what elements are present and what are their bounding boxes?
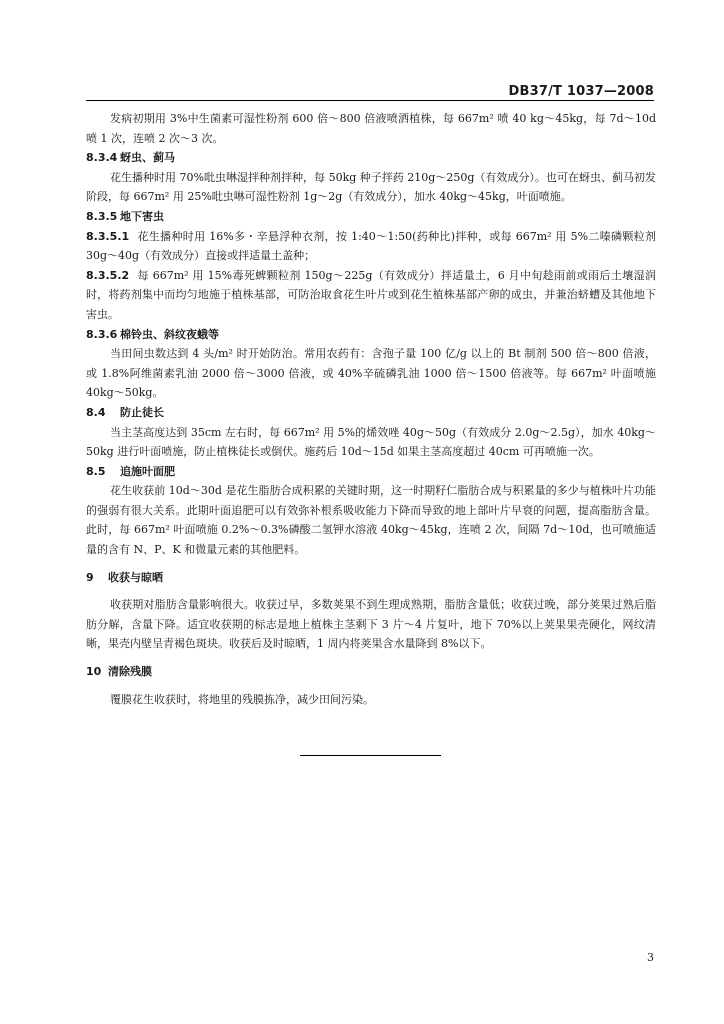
heading-8-4 <box>86 403 656 423</box>
heading-8-3-5 <box>86 207 656 227</box>
standard-code: DB37/T 1037—2008 <box>508 84 654 99</box>
heading-number: 8.4 <box>86 405 106 419</box>
heading-number: 8.3.5 <box>86 209 118 223</box>
heading-number: 8.3.6 <box>86 327 118 341</box>
heading-title: 地下害虫 <box>120 209 164 223</box>
heading-number: 10 <box>86 665 102 679</box>
heading-8-3-4 <box>86 148 656 168</box>
clause-number: 8.3.5.1 <box>86 229 130 243</box>
clause-text: 每 667m² 用 15%毒死蜱颗粒剂 150g～225g（有效成分）拌适量土，6 月中旬趁雨前或雨后土壤湿润时，将药剂集中而均匀地施于植株基部，可防治取食花生叶片或到花生植株基部产卵的成虫，并兼治蛴螬及其他地下害虫。 <box>86 268 656 321</box>
paragraph-8-4: 当主茎高度达到 35cm 左右时，每 667m² 用 5%的烯效唑 40g～50g（有效成分 2.0g～2.5g），加水 40kg～50kg 进行叶面喷施，防止植株徒长或倒伏。施药后 10d～15d 如果主茎高度超过 40cm 可再喷施一次。 <box>86 425 656 459</box>
paragraph-8-3-6: 当田间虫数达到 4 头/m² 时开始防治。常用农药有：含孢子量 100 亿/g 以上的 Bt 制剂 500 倍～800 倍液，或 1.8%阿维菌素乳油 2000 倍～3000 倍液，或 40%辛硫磷乳油 1000 倍～1500 倍液等。每 667m² 叶面喷施 40kg～50kg。 <box>86 347 656 400</box>
heading-number: 9 <box>86 570 94 584</box>
clause-text: 花生播种时用 16%多・辛悬浮种衣剂，按 1:40～1:50(药种比)拌种，或每 667m² 用 5%二嗪磷颗粒剂 30g～40g（有效成分）直接或拌适量土盖种； <box>86 229 656 263</box>
paragraph-8-3-4: 花生播种时用 70%吡虫啉湿拌种剂拌种，每 50kg 种子拌药 210g～250g（有效成分）。也可在蚜虫、蓟马初发阶段，每 667m² 用 25%吡虫啉可湿性粉剂 1g～2g（有效成分），加水 40kg～45kg，叶面喷施。 <box>86 170 656 204</box>
heading-title: 防止徒长 <box>120 405 164 419</box>
paragraph-8-3-3: 发病初期用 3%中生菌素可湿性粉剂 600 倍～800 倍液喷洒植株，每 667m² 喷 40 kg～45kg，每 7d～10d 喷 1 次，连喷 2 次～3 次。 <box>86 112 656 145</box>
paragraph-9: 收获期对脂肪含量影响很大。收获过早，多数荚果不到生理成熟期，脂肪含量低；收获过晚，部分荚果过熟后脂肪分解，含量下降。适宜收获期的标志是地上植株主茎剩下 3 片～4 片复叶，地下 70%以上荚果果壳硬化，网纹清晰，果壳内壁呈青褐色斑块。收获后及时晾晒，1 周内将荚果含水量降到 8%以下。 <box>86 598 656 651</box>
page-body <box>86 109 656 709</box>
heading-number: 8.3.4 <box>86 151 118 165</box>
heading-number: 8.5 <box>86 464 106 478</box>
clause-8-3-5-2 <box>86 266 656 325</box>
clause-number: 8.3.5.2 <box>86 268 130 282</box>
end-rule <box>300 755 441 756</box>
header-rule <box>86 100 654 101</box>
heading-title: 棉铃虫、斜纹夜蛾等 <box>120 327 219 341</box>
paragraph-8-5: 花生收获前 10d～30d 是花生脂肪合成积累的关键时期，这一时期籽仁脂肪合成与积累量的多少与植株叶片功能的强弱有很大关系。此期叶面追肥可以有效弥补根系吸收能力下降而导致的地上部叶片早衰的问题，提高脂肪含量。此时，每 667m² 叶面喷施 0.2%～0.3%磷酸二氢钾水溶液 40kg～45kg，连喷 2 次，间隔 7d～10d，也可喷施适量的含有 N、P、K 和微量元素的其他肥料。 <box>86 484 656 557</box>
heading-10 <box>86 662 656 682</box>
clause-8-3-5-1 <box>86 227 656 266</box>
heading-title: 清除残膜 <box>108 665 152 679</box>
heading-8-3-6 <box>86 325 656 345</box>
heading-title: 蚜虫、蓟马 <box>120 151 175 165</box>
paragraph-10: 覆膜花生收获时，将地里的残膜拣净，减少田间污染。 <box>110 692 374 706</box>
heading-9 <box>86 568 656 588</box>
heading-title: 追施叶面肥 <box>120 464 175 478</box>
heading-8-5 <box>86 462 656 482</box>
page-number: 3 <box>647 951 654 964</box>
heading-title: 收获与晾晒 <box>108 570 163 584</box>
